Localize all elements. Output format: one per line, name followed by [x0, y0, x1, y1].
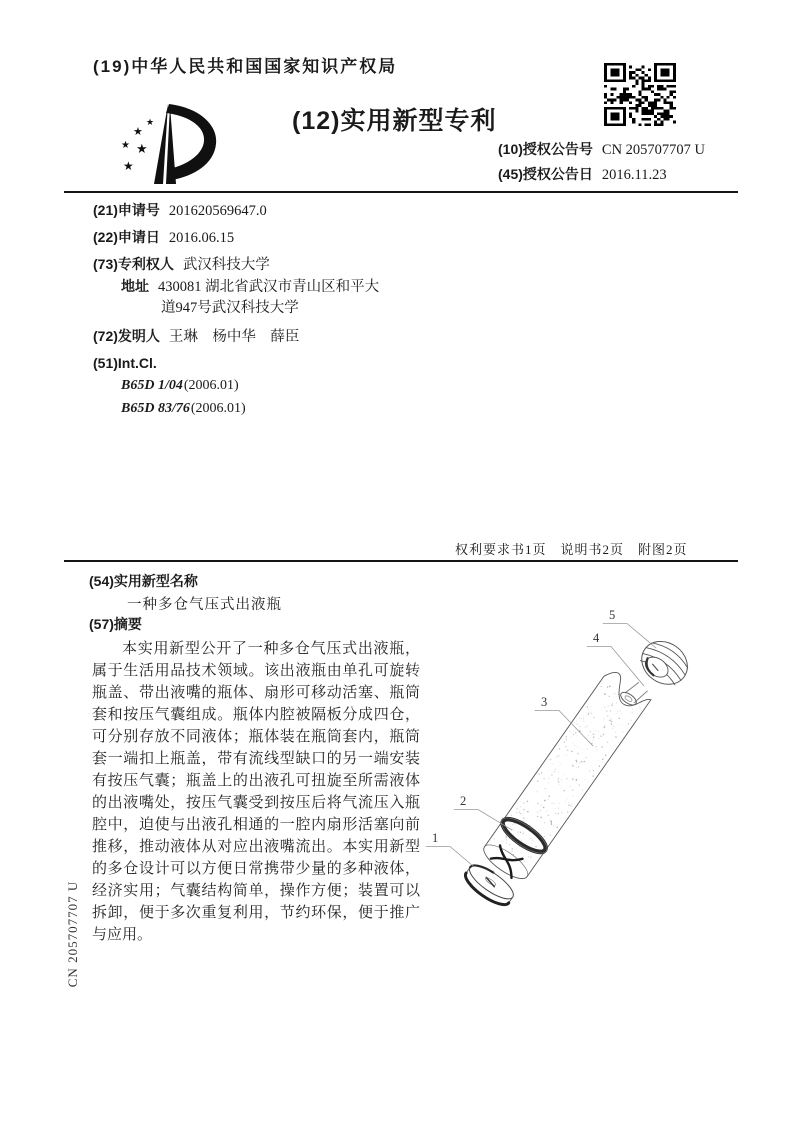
- figure-leader-1: [426, 847, 473, 867]
- int-cl-label: (51)Int.Cl.: [93, 355, 157, 371]
- int-cl-row: [93, 356, 157, 372]
- section-54-label: (54)实用新型名称: [89, 573, 198, 589]
- pub-date-label: (45)授权公告日: [498, 166, 593, 182]
- patentee-row: [93, 257, 270, 273]
- application-date-row: [93, 230, 234, 246]
- logo-crescent: [166, 104, 216, 180]
- application-no-value: 201620569647.0: [168, 203, 267, 219]
- figure-label-3: 3: [541, 695, 548, 709]
- application-no-row: [93, 203, 267, 219]
- svg-text:★: ★: [123, 159, 134, 173]
- divider-top: [64, 191, 738, 193]
- logo-stars: [121, 118, 154, 173]
- figure-label-5: 5: [609, 608, 616, 622]
- header-office: (19)中华人民共和国国家知识产权局: [93, 57, 398, 76]
- figure-label-2: 2: [460, 794, 467, 808]
- doc-type-title: (12)实用新型专利: [292, 107, 497, 135]
- figure-drawing: [420, 598, 740, 943]
- side-publication-number: CN 205707707 U: [65, 880, 80, 988]
- figure-label-4: 4: [593, 631, 600, 645]
- address-line1: 430081 湖北省武汉市青山区和平大: [158, 279, 380, 295]
- section-57-label: (57)摘要: [89, 616, 142, 632]
- inventors-label: (72)发明人: [93, 328, 160, 344]
- application-no-label: (21)申请号: [93, 202, 160, 218]
- int-cl-code: B65D 1/04: [121, 378, 183, 393]
- int-cl-item: [121, 402, 246, 416]
- abstract-text: 本实用新型公开了一种多仓气压式出液瓶，属于生活用品技术领域。该出液瓶由单孔可旋转瓶盖、带出液嘴的瓶体、扇形可移动活塞、瓶筒套和按压气囊组成。瓶体内腔被隔板分成四仓，可分别存放不同液体；瓶体装在瓶筒套内，瓶筒套一端扣上瓶盖，带有流线型缺口的另一端安装有按压气囊；瓶盖上的出液孔可扭旋至所需液体的出液嘴处，按压气囊受到按压后将气流压入瓶腔中，迫使与出液孔相通的一腔内扇形活塞向前推移，推动液体从对应出液嘴流出。本实用新型的多仓设计可以方便日常携带少量的多种液体，经济实用；气囊结构简单，操作方便；装置可以拆卸，便于多次重复利用，节约环保，便于推广与应用。: [92, 641, 420, 943]
- utility-model-title: 一种多仓气压式出液瓶: [127, 597, 282, 613]
- pub-date-row: [498, 167, 667, 183]
- inventors-value: 王琳 杨中华 薛臣: [168, 329, 300, 345]
- figure-leader-5: [603, 624, 656, 649]
- application-date-label: (22)申请日: [93, 229, 160, 245]
- int-cl-item: [121, 379, 239, 393]
- svg-text:★: ★: [121, 140, 130, 151]
- address-line2: 道947号武汉科技大学: [161, 300, 299, 316]
- figure-label-1: 1: [432, 831, 439, 845]
- cnipa-logo-icon: [106, 92, 240, 188]
- inventors-row: [93, 329, 299, 345]
- int-cl-version: (2006.01): [183, 378, 239, 393]
- pub-no-row: [498, 142, 705, 158]
- address-label: 地址: [121, 278, 149, 294]
- pub-date-value: 2016.11.23: [601, 167, 667, 183]
- svg-text:★: ★: [136, 142, 148, 157]
- pages-info: 权利要求书1页 说明书2页 附图2页: [455, 542, 688, 557]
- address-row: [121, 279, 379, 295]
- logo-tower: [154, 104, 168, 184]
- int-cl-code: B65D 83/76: [121, 401, 190, 416]
- pub-no-value: CN 205707707 U: [601, 142, 706, 158]
- divider-mid: [64, 560, 738, 562]
- application-date-value: 2016.06.15: [168, 230, 235, 246]
- pub-no-label: (10)授权公告号: [498, 141, 593, 157]
- qr-code-icon: [604, 63, 676, 126]
- address-row-2: [161, 301, 299, 316]
- svg-text:★: ★: [146, 118, 155, 128]
- int-cl-version: (2006.01): [190, 401, 246, 416]
- svg-text:★: ★: [133, 125, 143, 138]
- patentee-label: (73)专利权人: [93, 256, 174, 272]
- patentee-value: 武汉科技大学: [182, 257, 270, 273]
